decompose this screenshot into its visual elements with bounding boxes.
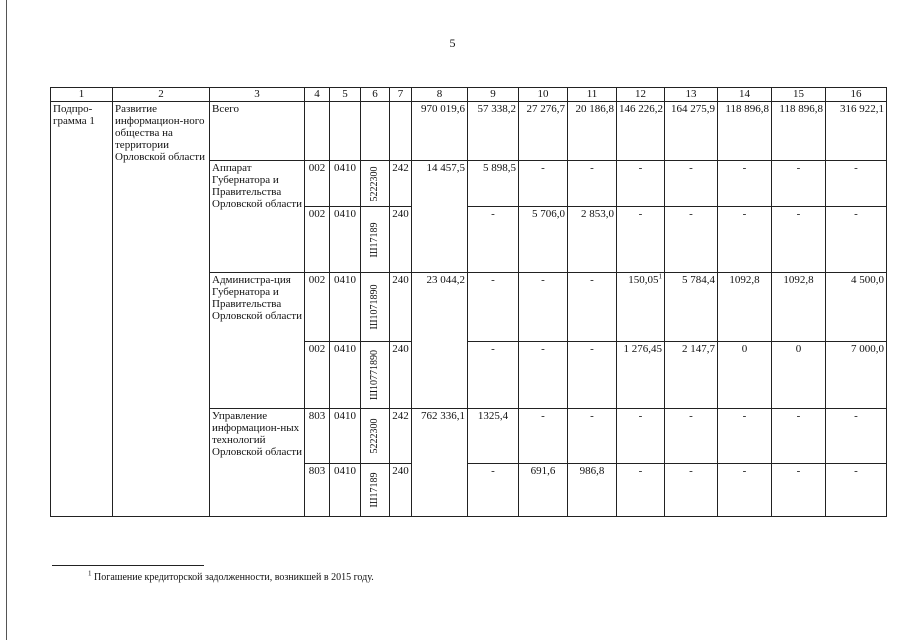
value-text: 150,05 xyxy=(628,274,659,286)
value-cell: - xyxy=(568,161,617,207)
value-cell: - xyxy=(772,207,826,273)
value-cell: 5 706,0 xyxy=(519,207,568,273)
value-cell: 14 457,5 xyxy=(412,161,468,273)
value-cell: 691,6 xyxy=(519,464,568,517)
value-cell: - xyxy=(826,161,887,207)
value-cell: - xyxy=(665,464,718,517)
value-cell: 164 275,9 xyxy=(665,102,718,161)
value-cell: - xyxy=(718,161,772,207)
value-cell: - xyxy=(826,409,887,464)
footnote-divider xyxy=(52,565,204,566)
vertical-code: Ш17189 xyxy=(369,221,380,258)
value-cell: - xyxy=(468,342,519,409)
value-cell: 0 xyxy=(718,342,772,409)
col-header: 11 xyxy=(568,88,617,102)
value-cell: - xyxy=(568,342,617,409)
value-cell: 7 000,0 xyxy=(826,342,887,409)
empty-cell xyxy=(305,102,330,161)
subprogram-cell: Подпро-грамма 1 xyxy=(51,102,113,517)
value-cell: - xyxy=(519,161,568,207)
empty-cell xyxy=(390,102,412,161)
scan-edge-line xyxy=(6,0,7,640)
vertical-code-cell xyxy=(361,161,390,207)
code-cell: 242 xyxy=(390,161,412,207)
vertical-code: 5222300 xyxy=(369,166,380,201)
value-cell: - xyxy=(718,207,772,273)
col-header: 2 xyxy=(113,88,210,102)
value-cell: 57 338,2 xyxy=(468,102,519,161)
footnote xyxy=(88,569,374,583)
value-cell: 316 922,1 xyxy=(826,102,887,161)
code-cell: 0410 xyxy=(330,342,361,409)
value-cell: 1325,4 xyxy=(468,409,519,464)
value-cell: 5 898,5 xyxy=(468,161,519,207)
vertical-code-cell xyxy=(361,207,390,273)
code-cell: 002 xyxy=(305,342,330,409)
value-cell: - xyxy=(718,409,772,464)
col-header: 1 xyxy=(51,88,113,102)
value-cell: 0 xyxy=(772,342,826,409)
col-header: 12 xyxy=(617,88,665,102)
value-cell: - xyxy=(826,464,887,517)
value-cell: 2 853,0 xyxy=(568,207,617,273)
value-cell: 146 226,2 xyxy=(617,102,665,161)
value-cell: - xyxy=(617,161,665,207)
page-number: 5 xyxy=(449,36,456,50)
value-cell: - xyxy=(519,273,568,342)
agency-name-cell: Администра-ция Губернатора и Правительства Орловской области xyxy=(210,273,305,409)
value-cell: 5 784,4 xyxy=(665,273,718,342)
value-cell: - xyxy=(665,207,718,273)
program-name-cell: Развитие информацион-ного общества на территории Орловской области xyxy=(113,102,210,517)
value-cell: - xyxy=(826,207,887,273)
code-cell: 803 xyxy=(305,464,330,517)
value-cell: 27 276,7 xyxy=(519,102,568,161)
code-cell: 002 xyxy=(305,161,330,207)
col-header: 7 xyxy=(390,88,412,102)
code-cell: 240 xyxy=(390,207,412,273)
col-header: 8 xyxy=(412,88,468,102)
value-cell: - xyxy=(772,464,826,517)
value-cell: - xyxy=(772,409,826,464)
value-cell: 1092,8 xyxy=(718,273,772,342)
col-header: 4 xyxy=(305,88,330,102)
code-cell: 0410 xyxy=(330,409,361,464)
code-cell: 242 xyxy=(390,409,412,464)
value-cell: 1092,8 xyxy=(772,273,826,342)
code-cell: 803 xyxy=(305,409,330,464)
value-cell: - xyxy=(468,273,519,342)
value-cell: - xyxy=(617,464,665,517)
vertical-code: Ш10771890 xyxy=(369,349,380,401)
value-cell: - xyxy=(519,342,568,409)
budget-table xyxy=(50,87,887,517)
col-header: 16 xyxy=(826,88,887,102)
value-cell: - xyxy=(468,464,519,517)
value-cell: - xyxy=(617,409,665,464)
empty-cell xyxy=(330,102,361,161)
value-cell: - xyxy=(568,409,617,464)
code-cell: 0410 xyxy=(330,464,361,517)
code-cell: 0410 xyxy=(330,161,361,207)
value-cell: - xyxy=(718,464,772,517)
value-cell: - xyxy=(665,161,718,207)
value-cell: - xyxy=(617,207,665,273)
col-header: 3 xyxy=(210,88,305,102)
col-header: 15 xyxy=(772,88,826,102)
footnote-ref: 1 xyxy=(658,272,662,281)
code-cell: 240 xyxy=(390,464,412,517)
vertical-code-cell xyxy=(361,464,390,517)
table-row xyxy=(51,102,887,161)
value-cell: 970 019,6 xyxy=(412,102,468,161)
vertical-code: 5222300 xyxy=(369,418,380,454)
value-cell: 23 044,2 xyxy=(412,273,468,409)
empty-cell xyxy=(361,102,390,161)
value-cell xyxy=(617,273,665,342)
col-header: 14 xyxy=(718,88,772,102)
value-cell: 2 147,7 xyxy=(665,342,718,409)
value-cell: - xyxy=(468,207,519,273)
value-cell: 762 336,1 xyxy=(412,409,468,517)
footnote-mark: 1 xyxy=(88,569,92,578)
col-header: 5 xyxy=(330,88,361,102)
code-cell: 0410 xyxy=(330,207,361,273)
value-cell: 118 896,8 xyxy=(772,102,826,161)
code-cell: 0410 xyxy=(330,273,361,342)
vertical-code-cell xyxy=(361,342,390,409)
code-cell: 240 xyxy=(390,342,412,409)
col-header: 10 xyxy=(519,88,568,102)
agency-name-cell: Аппарат Губернатора и Правительства Орловской области xyxy=(210,161,305,273)
code-cell: 002 xyxy=(305,207,330,273)
value-cell: 4 500,0 xyxy=(826,273,887,342)
agency-name-cell: Управление информацион-ных технологий Орловской области xyxy=(210,409,305,517)
header-row xyxy=(51,88,887,102)
value-cell: - xyxy=(519,409,568,464)
footnote-text: Погашение кредиторской задолженности, возникшей в 2015 году. xyxy=(94,572,374,583)
col-header: 9 xyxy=(468,88,519,102)
value-cell: 986,8 xyxy=(568,464,617,517)
value-cell: - xyxy=(772,161,826,207)
vertical-code-cell xyxy=(361,409,390,464)
value-cell: - xyxy=(568,273,617,342)
col-header: 6 xyxy=(361,88,390,102)
value-cell: - xyxy=(665,409,718,464)
code-cell: 240 xyxy=(390,273,412,342)
vertical-code: Ш17189 xyxy=(369,472,380,508)
code-cell: 002 xyxy=(305,273,330,342)
value-cell: 1 276,45 xyxy=(617,342,665,409)
vertical-code-cell xyxy=(361,273,390,342)
vertical-code: Ш1071890 xyxy=(369,284,380,330)
col-header: 13 xyxy=(665,88,718,102)
value-cell: 20 186,8 xyxy=(568,102,617,161)
value-cell: 118 896,8 xyxy=(718,102,772,161)
total-label: Всего xyxy=(210,102,305,161)
